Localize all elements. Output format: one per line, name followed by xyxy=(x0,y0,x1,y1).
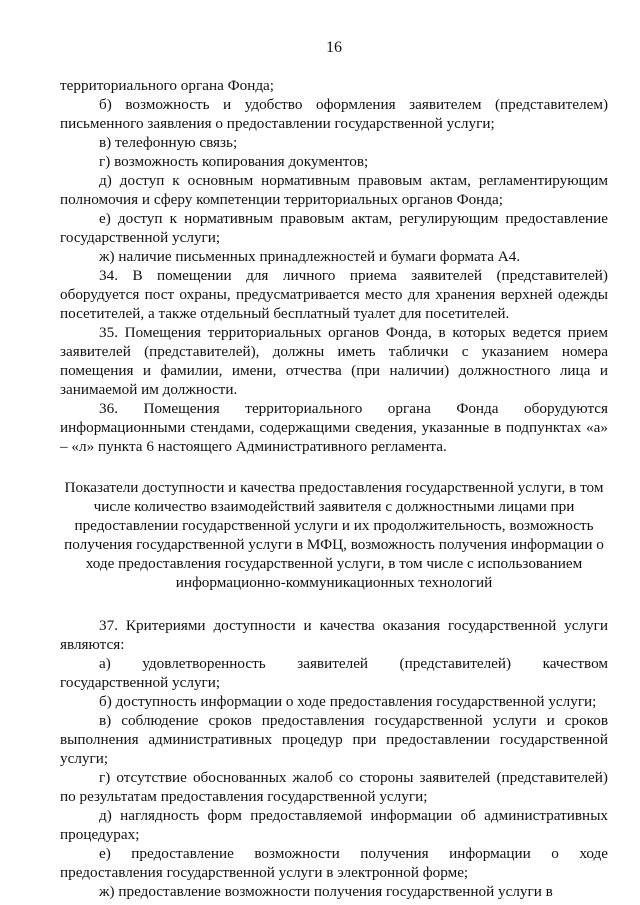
paragraph: территориального органа Фонда; xyxy=(60,77,275,94)
paragraph: в) соблюдение сроков предоставления государственной услуги и сроков выполнения административных процедур при предоставлении государственной услуги; xyxy=(60,712,608,767)
paragraph: а) удовлетворенность заявителей (представителей) качеством государственной услуги; xyxy=(60,655,608,691)
document-page xyxy=(60,38,608,901)
paragraph: б) доступность информации о ходе предоставления государственной услуги; xyxy=(99,693,597,710)
paragraph: 36. Помещения территориального органа Фонда оборудуются информационными стендами, содержащими сведения, указанные в подпунктах «а» – «л» пункта 6 настоящего Административного регламента. xyxy=(60,400,608,455)
paragraph: ж) наличие письменных принадлежностей и бумаги формата А4. xyxy=(99,248,521,265)
paragraph: в) телефонную связь; xyxy=(99,134,238,151)
paragraph: е) доступ к нормативным правовым актам, регулирующим предоставление государственной услуги; xyxy=(60,210,608,246)
paragraph: 37. Критериями доступности и качества оказания государственной услуги являются: xyxy=(60,617,608,653)
paragraphs-bottom xyxy=(60,616,608,901)
paragraph: д) наглядность форм предоставляемой информации об административных процедурах; xyxy=(60,807,608,843)
paragraph: е) предоставление возможности получения информации о ходе предоставления государственной услуги в электронной форме; xyxy=(60,845,608,881)
paragraphs-top xyxy=(60,76,608,456)
page-number: 16 xyxy=(326,39,342,56)
paragraph: ж) предоставление возможности получения государственной услуги в xyxy=(99,883,553,900)
paragraph: г) отсутствие обоснованных жалоб со стороны заявителей (представителей) по результатам предоставления государственной услуги; xyxy=(60,769,608,805)
paragraph: д) доступ к основным нормативным правовым актам, регламентирующим полномочия и сферу компетенции территориальных органов Фонда; xyxy=(60,172,608,208)
section-heading: Показатели доступности и качества предоставления государственной услуги, в том числе количество взаимодействий заявителя с должностными лицами при предоставлении государственной услуги и их продолжительность, возможность получения государственной услуги в МФЦ, возможность получения информации о ходе предоставления государственной услуги, в том числе с использованием информационно-коммуникационных технологий xyxy=(64,479,604,591)
paragraph: г) возможность копирования документов; xyxy=(99,153,369,170)
paragraph: б) возможность и удобство оформления заявителем (представителем) письменного заявления о предоставлении государственной услуги; xyxy=(60,96,608,132)
paragraph: 35. Помещения территориальных органов Фонда, в которых ведется прием заявителей (представителей), должны иметь таблички с указанием номера помещения и фамилии, имени, отчества (при наличии) должностного лица и занимаемой им должности. xyxy=(60,324,608,398)
paragraph: 34. В помещении для личного приема заявителей (представителей) оборудуется пост охраны, предусматривается место для хранения верхней одежды посетителей, а также отдельный бесплатный туалет для посетителей. xyxy=(60,267,608,322)
